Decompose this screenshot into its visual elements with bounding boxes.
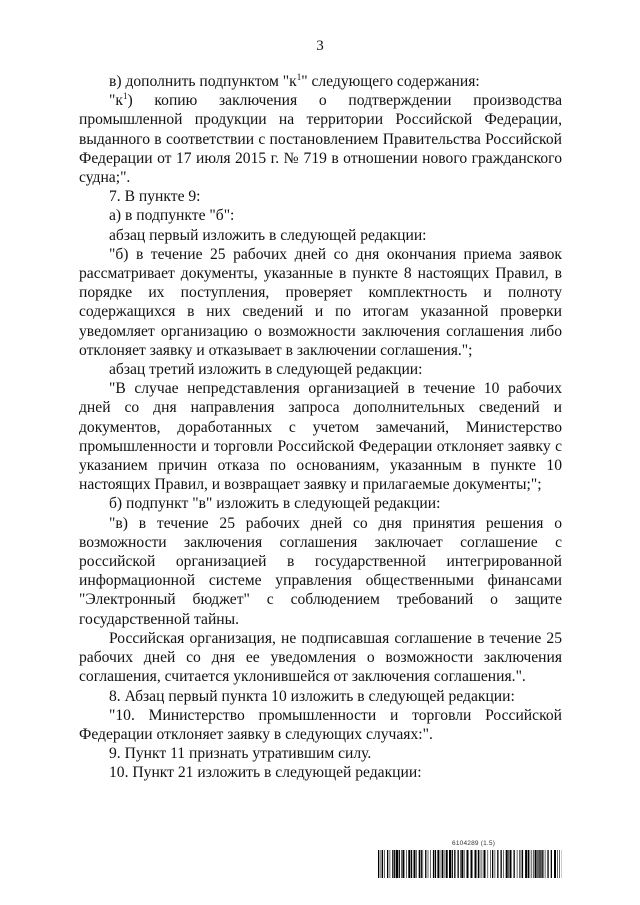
paragraph-6: "б) в течение 25 рабочих дней со дня окончания приема заявок рассматривает документы, указанные в пункте 8 настоящих Правил, в порядке их поступления, проверяет комплектность и полноту содержащихся в них сведений и по итогам указанной проверки уведомляет организацию о возможности заключения соглашения либо отклоняет заявку и отказывает в заключении соглашения."; — [79, 245, 562, 359]
page-number: 3 — [316, 38, 324, 54]
paragraph-2: "$к^1$) копию заключения о подтверждении производства промышленной продукции на территории Российской Федерации, выданного в соответствии с постановлением Правительства Российской Федерации от 17 июля 2015 г. № 719 в отношении нового гражданского судна;". — [79, 91, 562, 187]
paragraph-8: "В случае непредставления организацией в течение 10 рабочих дней со дня направления запроса дополнительных сведений и документов, доработанных с учетом замечаний, Министерство промышленности и торговли Российской Федерации отклоняет заявку с указанием причин отказа по основаниям, указанным в пункте 10 настоящих Правил, и возвращает заявку и прилагаемые документы;"; — [79, 380, 562, 494]
paragraph-10: "в) в течение 25 рабочих дней со дня принятия решения о возможности заключения соглашения заключает соглашение с российской организацией в государственной интегрированной информационной системе управления общественными финансами "Электронный бюджет" с соблюдением требований о защите государственной тайны. — [79, 514, 562, 628]
paragraph-3: 7. В пункте 9: — [109, 188, 201, 206]
paragraph-12: 8. Абзац первый пункта 10 изложить в следующей редакции: — [109, 687, 515, 705]
paragraph-15: 10. Пункт 21 изложить в следующей редакции: — [109, 764, 422, 782]
paragraph-4: а) в подпункте "б": — [109, 207, 235, 225]
document-body — [79, 72, 562, 783]
paragraph-9: б) подпункт "в" изложить в следующей редакции: — [109, 495, 441, 513]
document-id: 6104289 (1.5) — [452, 840, 496, 847]
paragraph-1: в) дополнить подпунктом "$к^1$" следующего содержания: — [109, 72, 480, 90]
paragraph-14: 9. Пункт 11 признать утратившим силу. — [109, 745, 372, 763]
paragraph-13: "10. Министерство промышленности и торговли Российской Федерации отклоняет заявку в следующих случаях:". — [79, 706, 562, 743]
paragraph-5: абзац первый изложить в следующей редакции: — [109, 226, 427, 244]
barcode-icon — [378, 850, 562, 878]
paragraph-7: абзац третий изложить в следующей редакции: — [109, 361, 423, 379]
paragraph-11: Российская организация, не подписавшая соглашение в течение 25 рабочих дней со дня ее уведомления о возможности заключения соглашения, считается уклонившейся от заключения соглашения.". — [79, 629, 562, 686]
